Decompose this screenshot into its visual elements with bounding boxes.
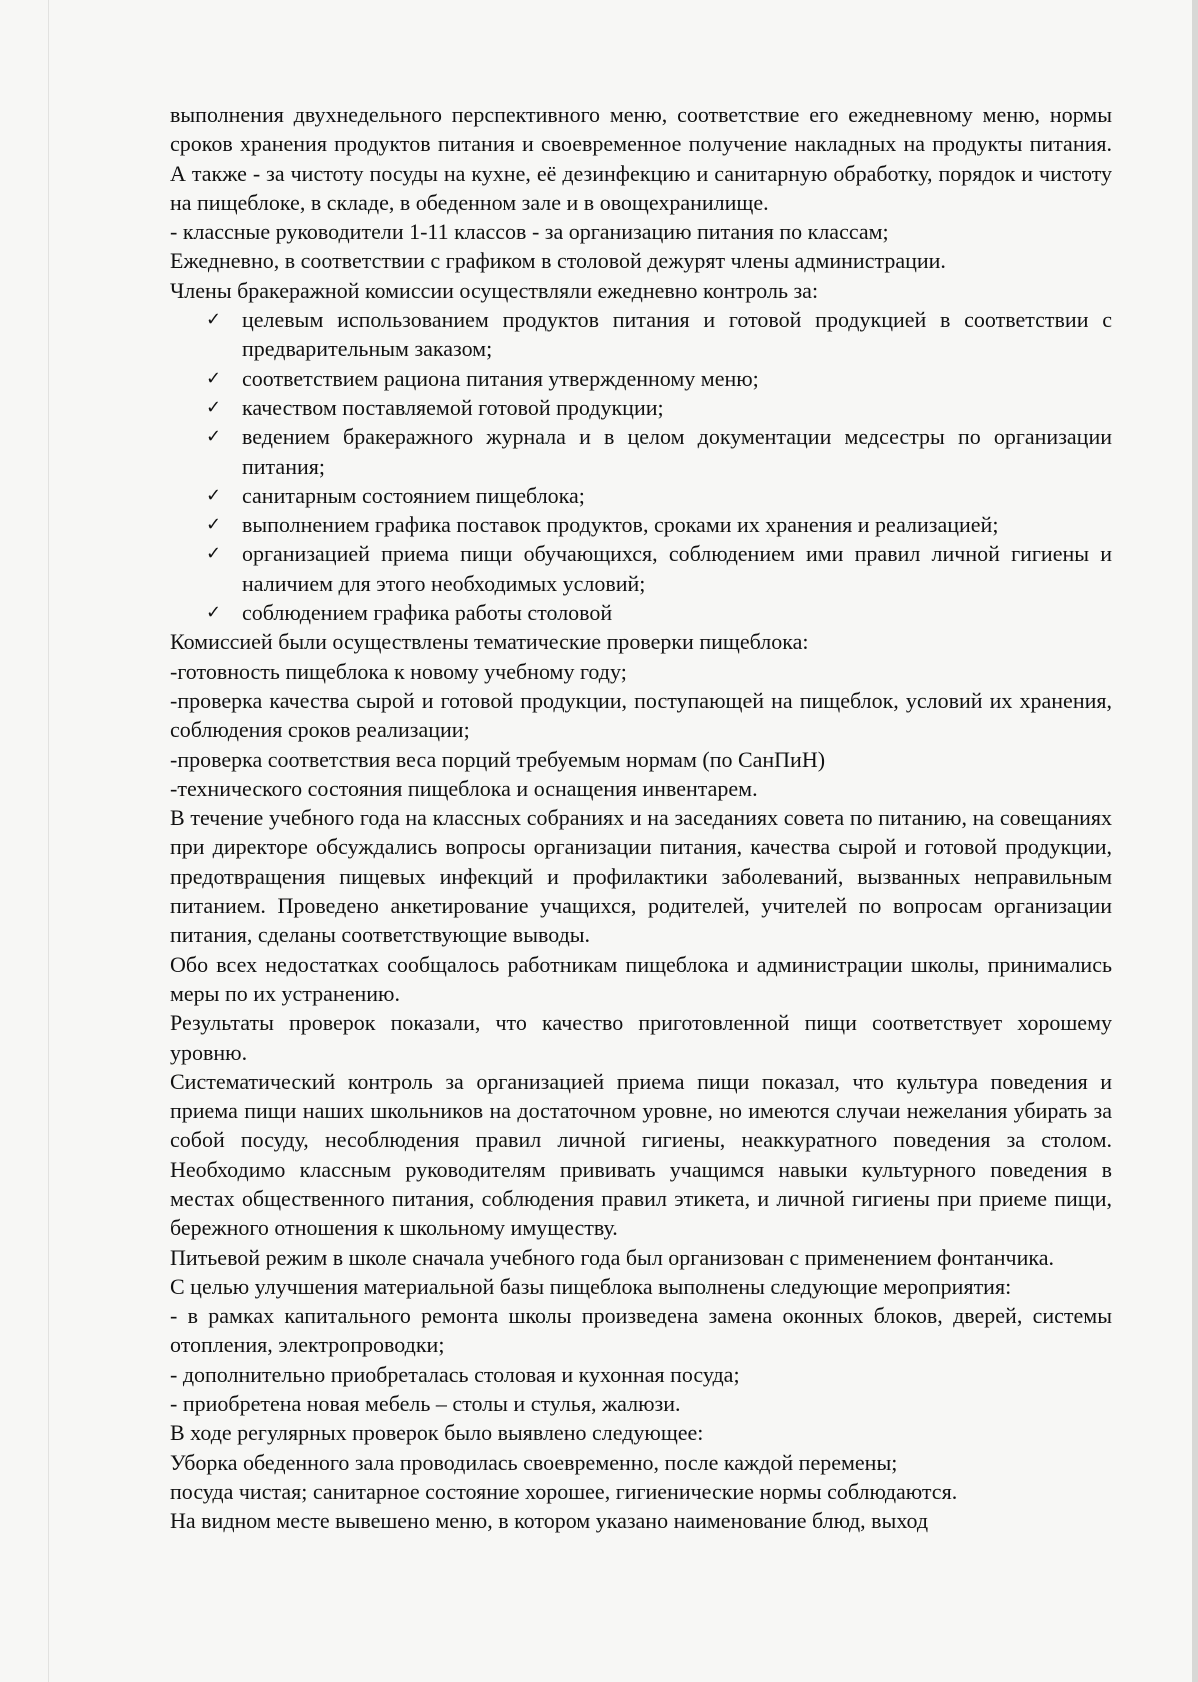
list-item: ✓ соблюдением графика работы столовой (242, 598, 1112, 627)
checkmark-icon: ✓ (206, 484, 222, 506)
paragraph: Систематический контроль за организацией приема пищи показал, что культура поведения и приема пищи наших школьников на достаточном уровне, но имеются случаи нежелания убирать за собой посуду, несоблюдения правил личной гигиены, неаккуратного поведения за столом. Необходимо классным руководителям прививать учащимся навыки культурного поведения в местах общественного питания, соблюдения правил этикета, и личной гигиены при приеме пищи, бережного отношения к школьному имуществу. (170, 1068, 1112, 1241)
list-item: ✓ выполнением графика поставок продуктов, сроками их хранения и реализацией; (242, 510, 1112, 539)
paragraph: Уборка обеденного зала проводилась своевременно, после каждой перемены; (170, 1449, 898, 1475)
paragraph: - классные руководители 1-11 классов - за организацию питания по классам; (170, 219, 889, 245)
checkmark-icon: ✓ (206, 396, 222, 418)
checkmark-icon: ✓ (206, 426, 222, 448)
page-edge (1192, 0, 1198, 1682)
paragraph: Комиссией были осуществлены тематические проверки пищеблока: (170, 629, 809, 655)
list-item: ✓ качеством поставляемой готовой продукции; (242, 393, 1112, 422)
paragraph: Результаты проверок показали, что качество приготовленной пищи соответствует хорошему уровню. (170, 1010, 1112, 1065)
inspection-item: -проверка качества сырой и готовой продукции, поступающей на пищеблок, условий их хранения, соблюдения сроков реализации; (170, 687, 1112, 743)
checkmark-icon: ✓ (206, 309, 222, 331)
improvement-item: - в рамках капитального ремонта школы произведена замена оконных блоков, дверей, системы отопления, электропроводки; (170, 1303, 1112, 1358)
checkmark-icon: ✓ (206, 543, 222, 565)
paragraph: Питьевой режим в школе сначала учебного года был организован с применением фонтанчика. (170, 1244, 1055, 1270)
improvement-item: - приобретена новая мебель – столы и стулья, жалюзи. (170, 1391, 681, 1417)
paragraph: Ежедневно, в соответствии с графиком в столовой дежурят члены администрации. (170, 248, 946, 274)
paragraph: В ходе регулярных проверок было выявлено следующее: (170, 1420, 704, 1446)
list-item: ✓ организацией приема пищи обучающихся, соблюдением ими правил личной гигиены и наличием для этого необходимых условий; (206, 541, 1112, 596)
inspection-item: -технического состояния пищеблока и оснащения инвентарем. (170, 775, 758, 801)
list-item: ✓ ведением бракеражного журнала и в целом документации медсестры по организации питания; (206, 424, 1112, 479)
paragraph: Обо всех недостатках сообщалось работникам пищеблока и администрации школы, принимались меры по их устранению. (170, 951, 1112, 1006)
control-checklist (170, 305, 1112, 627)
paragraph: На видном месте вывешено меню, в котором указано наименование блюд, выход (170, 1508, 929, 1534)
document-body (170, 100, 1112, 1536)
improvement-item: - дополнительно приобреталась столовая и кухонная посуда; (170, 1361, 740, 1387)
page-margin-line (48, 0, 49, 1682)
paragraph: выполнения двухнедельного перспективного меню, соответствие его ежедневному меню, нормы сроков хранения продуктов питания и своевременное получение накладных на продукты питания. А также - за чистоту посуды на кухне, её дезинфекцию и санитарную обработку, порядок и чистоту на пищеблоке, в складе, в обеденном зале и в овощехранилище. (170, 102, 1112, 215)
paragraph: С целью улучшения материальной базы пищеблока выполнены следующие мероприятия: (170, 1273, 1012, 1299)
list-item: ✓ целевым использованием продуктов питания и готовой продукцией в соответствии с предварительным заказом; (206, 307, 1112, 362)
inspection-item: -проверка соответствия веса порций требуемым нормам (по СанПиН) (170, 746, 826, 772)
list-item: ✓ санитарным состоянием пищеблока; (242, 481, 1112, 510)
checkmark-icon: ✓ (206, 367, 222, 389)
inspection-item: -готовность пищеблока к новому учебному году; (170, 658, 627, 684)
checkmark-icon: ✓ (206, 602, 222, 624)
paragraph: Члены бракеражной комиссии осуществляли ежедневно контроль за: (170, 277, 819, 303)
paragraph: В течение учебного года на классных собраниях и на заседаниях совета по питанию, на совещаниях при директоре обсуждались вопросы организации питания, качества сырой и готовой продукции, предотвращения пищевых инфекций и профилактики заболеваний, вызванных неправильным питанием. Проведено анкетирование учащихся, родителей, учителей по вопросам организации питания, сделаны соответствующие выводы. (170, 805, 1112, 948)
checkmark-icon: ✓ (206, 514, 222, 536)
list-item: ✓ соответствием рациона питания утвержденному меню; (242, 364, 1112, 393)
paragraph: посуда чистая; санитарное состояние хорошее, гигиенические нормы соблюдаются. (170, 1478, 958, 1504)
